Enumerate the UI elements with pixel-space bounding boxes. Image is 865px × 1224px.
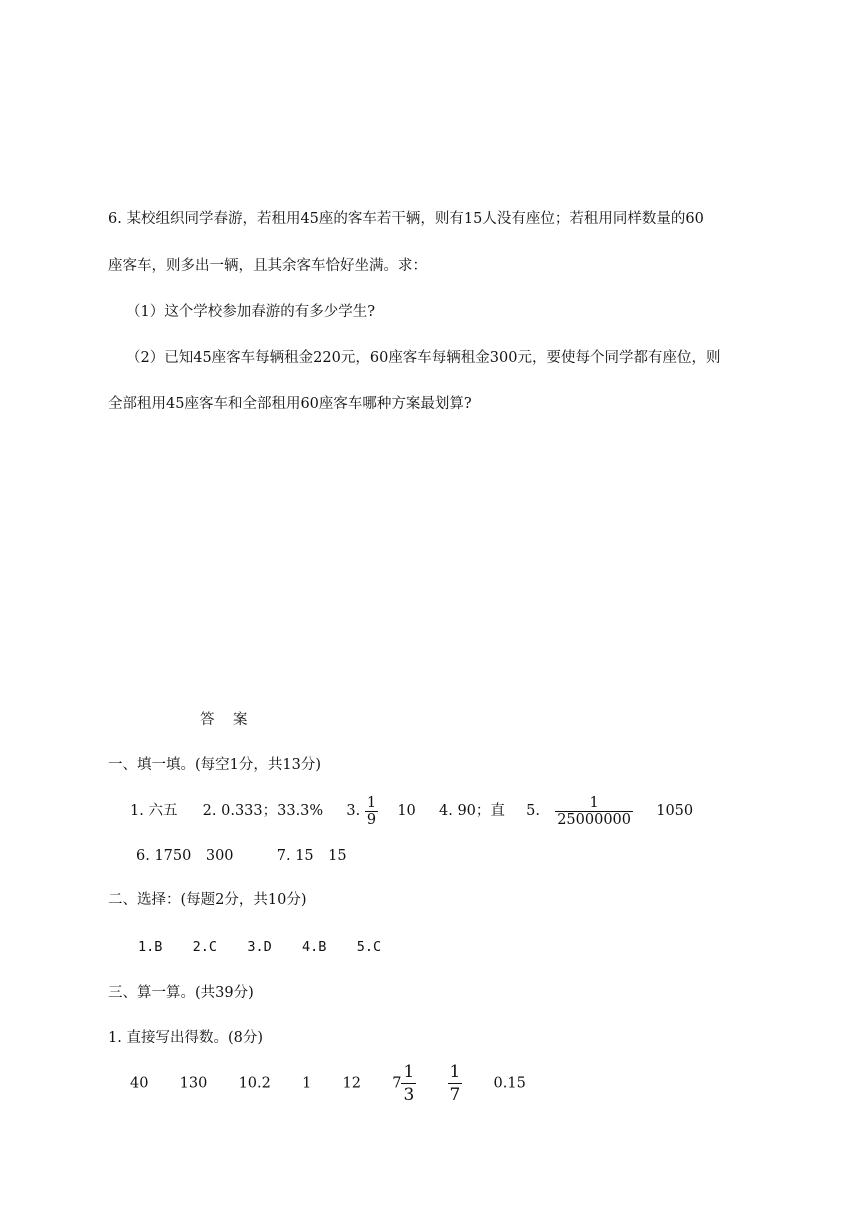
section-1-heading: 一、填一填。(每空1分，共13分) bbox=[108, 757, 321, 773]
question-6-sub-2-part-b: 座客车每辆租金300元，要使每个同学都有座位，则 bbox=[388, 350, 721, 366]
fraction-denominator: 25000000 bbox=[557, 811, 631, 828]
answers-title: 答 案 bbox=[200, 712, 250, 728]
answer-5-prefix: 5. bbox=[526, 803, 540, 819]
calc-answer: 1 bbox=[302, 1075, 312, 1092]
section-3-sub-1-answers bbox=[130, 1061, 526, 1106]
calc-fraction bbox=[448, 1061, 463, 1106]
question-6-sub-2-line-1 bbox=[126, 348, 721, 368]
calc-answer: 12 bbox=[342, 1075, 361, 1092]
question-6-sub-2-part-a: （2）已知45座客车每辆租金220元，60 bbox=[126, 350, 389, 366]
fraction-numerator: 1 bbox=[403, 1062, 415, 1082]
calc-answer: 0.15 bbox=[493, 1075, 526, 1092]
choice-answer: 5.C bbox=[356, 939, 382, 955]
section-1-row-2 bbox=[136, 846, 347, 866]
answer-3-fraction bbox=[365, 795, 378, 828]
mixed-number-whole: 7 bbox=[392, 1075, 402, 1092]
section-3-heading: 三、算一算。(共39分) bbox=[108, 985, 254, 1001]
question-6-sub-2-line-2: 全部租用45座客车和全部租用60座客车哪种方案最划算? bbox=[108, 396, 472, 412]
section-3-sub-1-heading: 1. 直接写出得数。(8分) bbox=[108, 1030, 263, 1046]
fraction-numerator: 1 bbox=[589, 794, 599, 811]
fraction-denominator: 3 bbox=[403, 1085, 415, 1105]
question-6-line-2: 座客车，则多出一辆，且其余客车恰好坐满。求： bbox=[108, 258, 427, 274]
choice-answer: 2.C bbox=[192, 939, 218, 955]
choice-answer: 3.D bbox=[247, 939, 272, 955]
choice-answer: 4.B bbox=[302, 939, 327, 955]
calc-answer: 10.2 bbox=[238, 1075, 271, 1092]
fraction-denominator: 7 bbox=[449, 1085, 461, 1105]
question-6-line-1: 6. 某校组织同学春游，若租用45座的客车若干辆，则有15人没有座位；若租用同样数量的60 bbox=[108, 211, 704, 227]
answer-7: 7. 15 15 bbox=[276, 848, 347, 864]
calc-answer: 130 bbox=[179, 1075, 208, 1092]
answer-2: 2. 0.333；33.3% bbox=[202, 803, 324, 819]
answer-4: 4. 90；直 bbox=[439, 803, 505, 819]
answer-5-extra: 1050 bbox=[656, 803, 694, 819]
answer-3-extra: 10 bbox=[397, 803, 416, 819]
fraction-numerator: 1 bbox=[366, 794, 377, 811]
fraction-denominator: 9 bbox=[366, 811, 377, 828]
answer-1: 1. 六五 bbox=[130, 803, 178, 819]
calc-answer: 40 bbox=[130, 1075, 149, 1092]
section-2-heading: 二、选择：(每题2分，共10分) bbox=[108, 892, 307, 908]
mixed-number-fraction bbox=[401, 1061, 416, 1106]
answer-6: 6. 1750 300 bbox=[136, 848, 234, 864]
choice-answer: 1.B bbox=[138, 939, 163, 955]
fraction-numerator: 1 bbox=[449, 1062, 461, 1082]
answer-5-fraction bbox=[555, 795, 633, 828]
answer-3-prefix: 3. bbox=[346, 803, 361, 819]
question-6-sub-1: （1）这个学校参加春游的有多少学生? bbox=[126, 304, 375, 320]
section-2-answers bbox=[138, 937, 381, 957]
section-1-row-1 bbox=[130, 793, 693, 829]
